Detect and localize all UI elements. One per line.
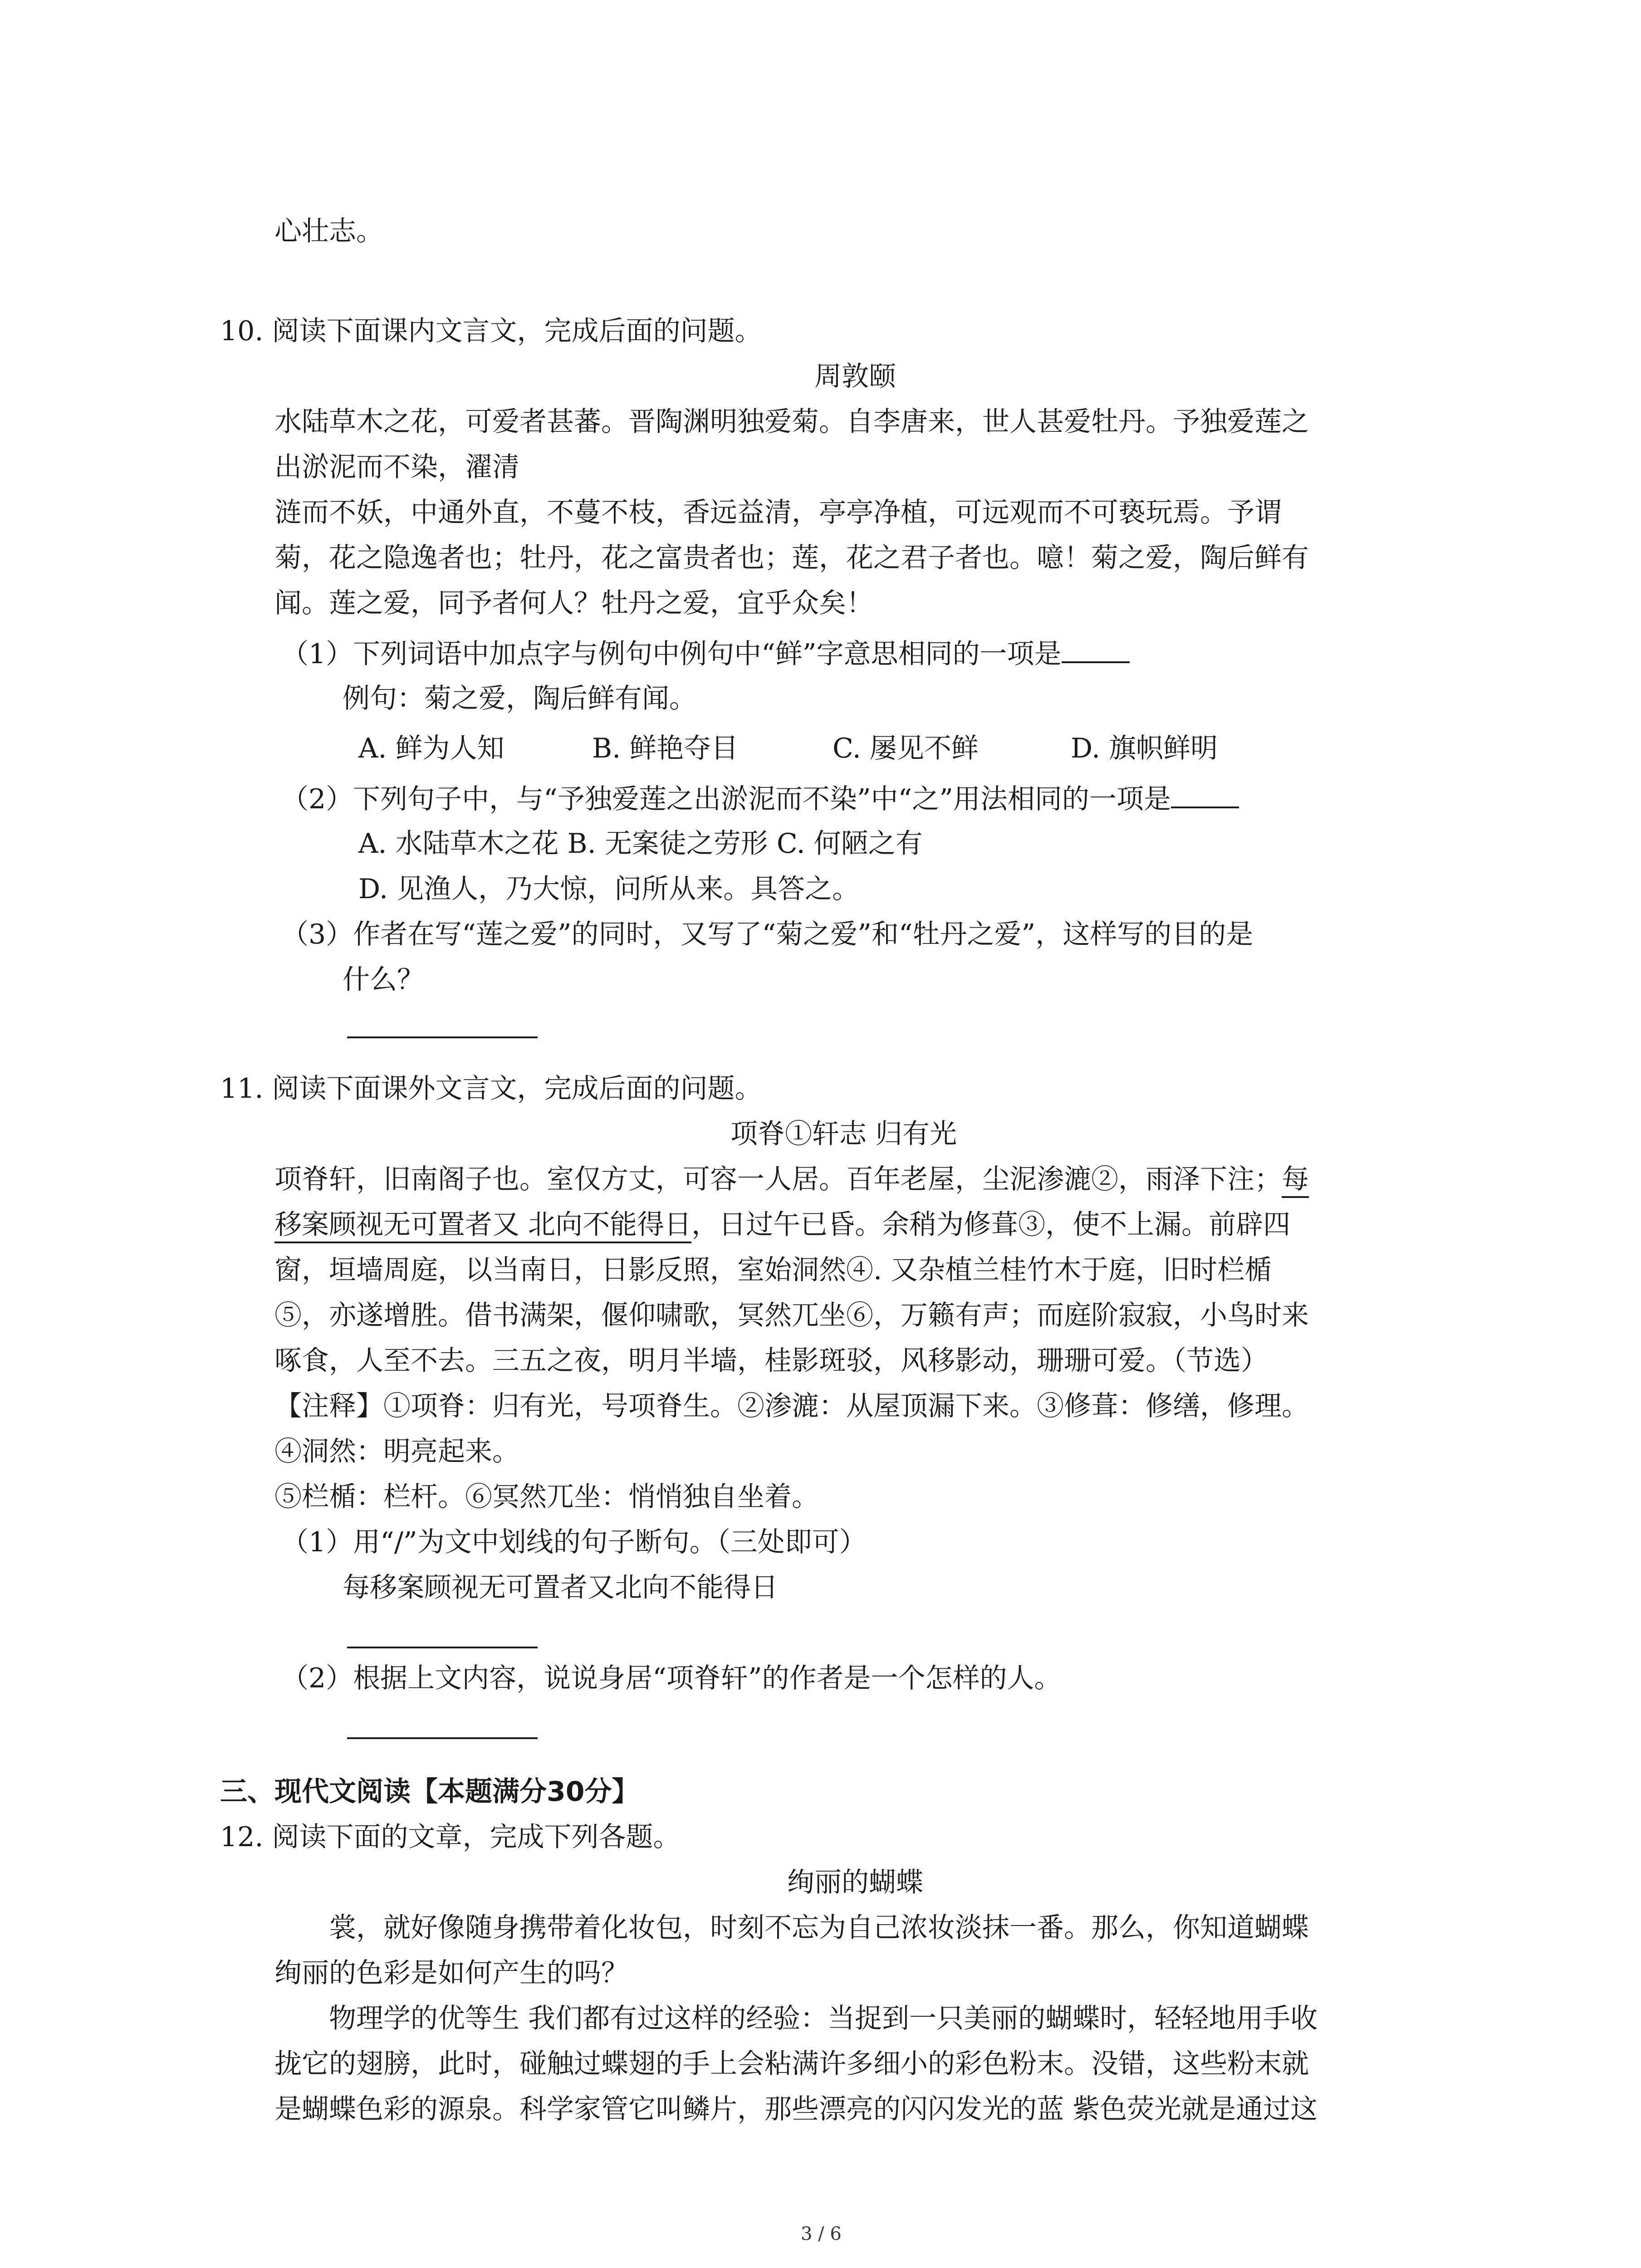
q10-passage-line-4: 菊，花之隐逸者也；牡丹，花之富贵者也；莲，花之君子者也。噫！菊之爱，陶后鲜有: [274, 542, 1309, 574]
q11-underlined-sentence: 移案顾视无可置者又 北向不能得日: [274, 1209, 691, 1243]
q10-passage-line-5: 闻。莲之爱，同予者何人？牡丹之爱，宜乎众矣！: [274, 587, 873, 619]
q11-passage-line-4: ⑤，亦遂增胜。借书满架，偃仰啸歌，冥然兀坐⑥，万籁有声；而庭阶寂寂，小鸟时来: [274, 1300, 1309, 1331]
q10-s1-question-text: （1）下列词语中加点字与例句中例句中“鲜”字意思相同的一项是: [281, 638, 1062, 670]
q11-passage-line-3: 窗，垣墙周庭，以当南日，日影反照，室始洞然④. 又杂植兰桂竹木于庭，旧时栏楯: [274, 1254, 1272, 1286]
q10-s1-option-d: D. 旗帜鲜明: [1071, 733, 1218, 764]
q12-intro: 12. 阅读下面的文章，完成下列各题。: [220, 1821, 681, 1853]
prev-text-tail: 心壮志。: [274, 215, 383, 247]
q11-notes-line-1: 【注释】①项脊：归有光，号项脊生。②渗漉：从屋顶漏下来。③修葺：修缮，修理。: [274, 1390, 1309, 1422]
q10-s1-answer-blank[interactable]: [1062, 635, 1130, 663]
q11-s1-sentence: 每移案顾视无可置者又北向不能得日: [343, 1572, 778, 1603]
q10-s1-option-c: C. 屡见不鲜: [833, 733, 979, 764]
q11-s1-question: （1）用“/”为文中划线的句子断句。（三处即可）: [281, 1526, 867, 1558]
q12-title: 绚丽的蝴蝶: [787, 1867, 923, 1898]
q10-s1-option-a: A. 鲜为人知: [358, 733, 505, 764]
q12-line-1: 裳，就好像随身携带着化妆包，时刻不忘为自己浓妆淡抹一番。那么，你知道蝴蝶: [329, 1912, 1309, 1944]
q10-passage-line-2: 出淤泥而不染，濯清: [274, 451, 519, 483]
q11-underlined-start: 每: [1282, 1163, 1309, 1198]
q11-notes-line-2: ④洞然：明亮起来。: [274, 1436, 519, 1467]
q10-s2-options-abc: A. 水陆草木之花 B. 无案徒之劳形 C. 何陋之有: [358, 828, 923, 860]
q10-intro: 10. 阅读下面课内文言文，完成后面的问题。: [220, 315, 762, 347]
q12-line-4: 拢它的翅膀，此时，碰触过蝶翅的手上会粘满许多细小的彩色粉末。没错，这些粉末就: [274, 2048, 1309, 2080]
q10-passage-line-3: 涟而不妖，中通外直，不蔓不枝，香远益清，亭亭净植，可远观而不可亵玩焉。予谓: [274, 497, 1282, 528]
section-3-heading: 三、现代文阅读【本题满分30分】: [220, 1776, 639, 1808]
q10-s3-answer-line[interactable]: [347, 1036, 538, 1038]
q12-line-3: 物理学的优等生 我们都有过这样的经验：当捉到一只美丽的蝴蝶时，轻轻地用手收: [329, 2003, 1318, 2034]
q11-passage-line-2-text: ，日过午已昏。余稍为修葺③，使不上漏。前辟四: [691, 1209, 1291, 1241]
q10-s1-example: 例句：菊之爱，陶后鲜有闻。: [343, 683, 696, 714]
q12-line-5: 是蝴蝶色彩的源泉。科学家管它叫鳞片，那些漂亮的闪闪发光的蓝 紫色荧光就是通过这: [274, 2093, 1318, 2125]
q10-s2-question-text: （2）下列句子中，与“予独爱莲之出淤泥而不染”中“之”用法相同的一项是: [281, 783, 1171, 815]
q10-s1-option-b: B. 鲜艳夺目: [592, 733, 739, 764]
q11-title: 项脊①轩志 归有光: [730, 1118, 957, 1150]
q10-s2-question: [281, 780, 1239, 817]
q11-intro: 11. 阅读下面课外文言文，完成后面的问题。: [220, 1073, 762, 1105]
q10-s3-question-line-1: （3）作者在写“莲之爱”的同时，又写了“菊之爱”和“牡丹之爱”，这样写的目的是: [281, 919, 1254, 950]
q11-notes-line-3: ⑤栏楯：栏杆。⑥冥然兀坐：悄悄独自坐着。: [274, 1481, 819, 1513]
q10-s2-option-d: D. 见渔人，乃大惊，问所从来。具答之。: [358, 873, 860, 905]
q11-passage-line-5: 啄食，人至不去。三五之夜，明月半墙，桂影斑驳，风移影动，珊珊可爱。（节选）: [274, 1345, 1268, 1377]
q11-passage-line-1-text: 项脊轩，旧南阁子也。室仅方丈，可容一人居。百年老屋，尘泥渗漉②，雨泽下注；: [274, 1163, 1282, 1195]
q10-s2-answer-blank[interactable]: [1171, 780, 1239, 808]
q11-s2-question: （2）根据上文内容，说说身居“项脊轩”的作者是一个怎样的人。: [281, 1662, 1062, 1694]
q11-s2-answer-line[interactable]: [347, 1737, 538, 1739]
q10-passage-line-1: 水陆草木之花，可爱者甚蕃。晋陶渊明独爱菊。自李唐来，世人甚爱牡丹。予独爱莲之: [274, 406, 1309, 438]
q11-passage-line-2: [274, 1207, 1290, 1243]
q10-s1-question: [281, 635, 1130, 672]
q10-author: 周敦颐: [814, 361, 896, 392]
q11-s1-answer-line[interactable]: [347, 1647, 538, 1648]
q12-line-2: 绚丽的色彩是如何产生的吗？: [274, 1957, 628, 1989]
page-number: 3 / 6: [801, 2224, 842, 2244]
q11-passage-line-1: [274, 1161, 1309, 1198]
q10-s3-question-line-2: 什么？: [343, 964, 424, 996]
